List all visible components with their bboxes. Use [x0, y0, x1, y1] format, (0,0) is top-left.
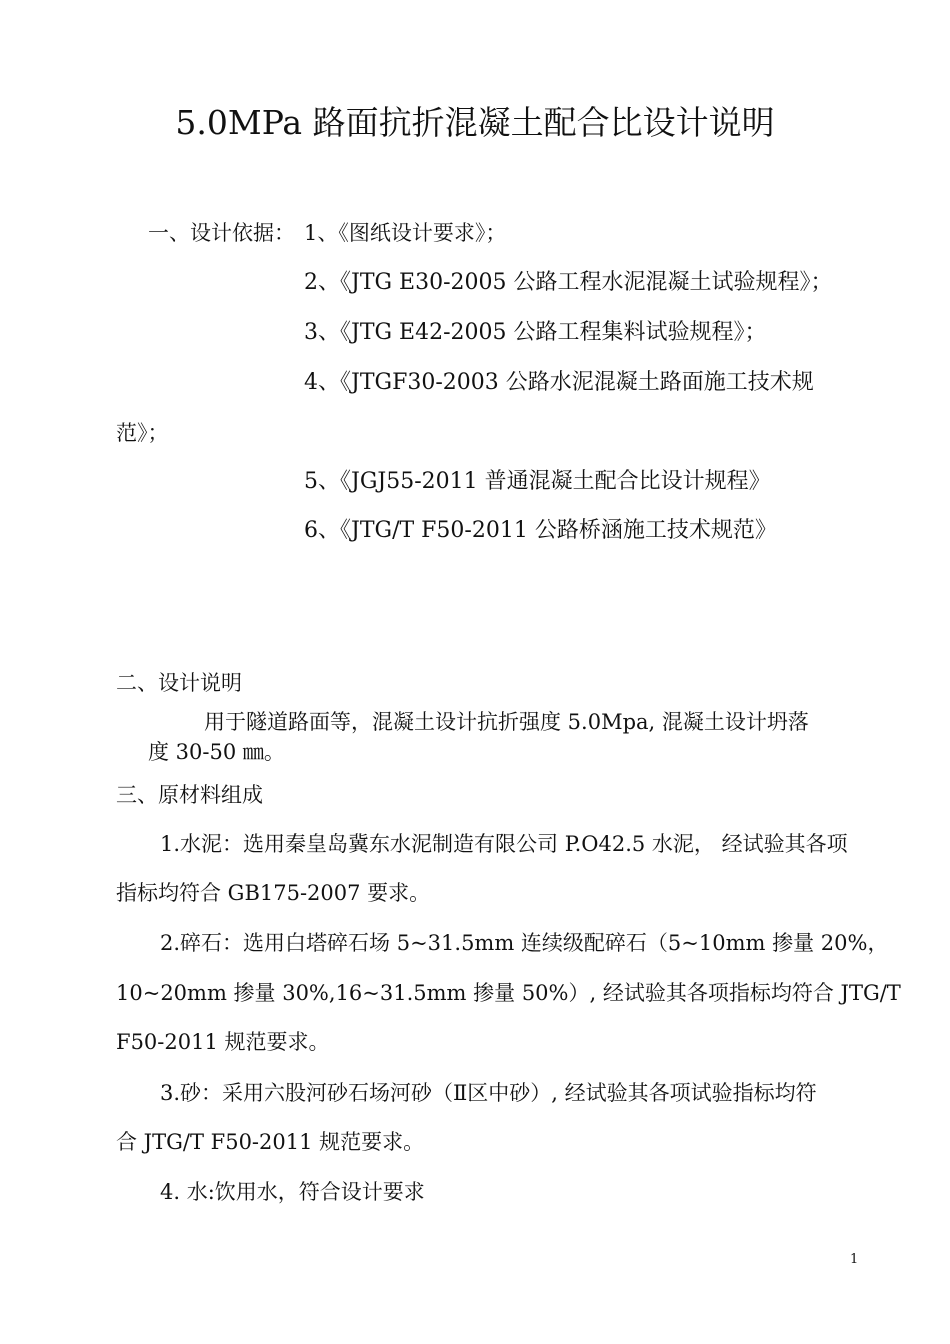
paragraph-line: 用于隧道路面等，混凝土设计抗折强度 5.0Mpa, 混凝土设计坍落 [204, 710, 809, 734]
reference-item: 2、《JTG E30-2005 公路工程水泥混凝土试验规程》； [304, 270, 833, 295]
section1-heading: 一、设计依据： [148, 221, 295, 245]
reference-item: 6、《JTG/T F50-2011 公路桥涵施工技术规范》 [304, 518, 777, 543]
paragraph-line: 1.水泥：选用秦皇岛冀东水泥制造有限公司 P.O42.5 水泥， 经试验其各项 [160, 832, 848, 856]
paragraph-line: 3.砂：采用六股河砂石场河砂（Ⅱ区中砂）, 经试验其各项试验指标均符 [160, 1081, 817, 1105]
paragraph-line: 合 JTG/T F50-2011 规范要求。 [116, 1130, 425, 1154]
reference-item: 1、《图纸设计要求》； [304, 221, 507, 245]
reference-item: 3、《JTG E42-2005 公路工程集料试验规程》； [304, 320, 767, 345]
reference-item: 5、《JGJ55-2011 普通混凝土配合比设计规程》 [304, 469, 771, 494]
paragraph-line: 4. 水:饮用水，符合设计要求 [160, 1180, 425, 1204]
paragraph-line: 度 30-50 ㎜。 [148, 740, 285, 764]
paragraph-line: F50-2011 规范要求。 [116, 1030, 330, 1054]
page-number: 1 [850, 1252, 859, 1267]
paragraph-line: 指标均符合 GB175-2007 要求。 [116, 881, 431, 905]
reference-item-continued: 范》； [116, 421, 169, 445]
section2-heading: 二、设计说明 [116, 671, 242, 695]
section3-heading: 三、原材料组成 [116, 783, 263, 807]
paragraph-line: 10~20mm 掺量 30%,16~31.5mm 掺量 50%）, 经试验其各项指标均符合 JTG/T [116, 981, 901, 1005]
paragraph-line: 2.碎石：选用白塔碎石场 5~31.5mm 连续级配碎石（5~10mm 掺量 20%， [160, 931, 889, 955]
reference-item: 4、《JTGF30-2003 公路水泥混凝土路面施工技术规 [304, 370, 814, 395]
document-title: 5.0MPa 路面抗折混凝土配合比设计说明 [175, 103, 775, 142]
